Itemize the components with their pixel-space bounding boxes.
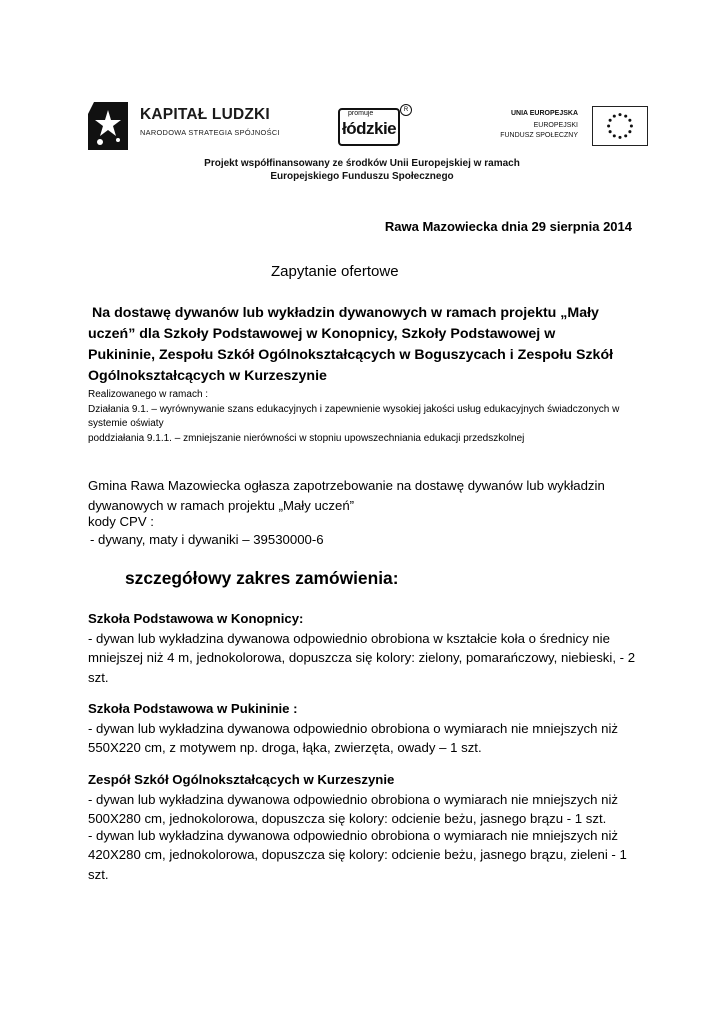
eu-line-1: UNIA EUROPEJSKA <box>510 110 578 117</box>
submeasure-9-1-1: poddziałania 9.1.1. – zmniejszanie nierówności w stopniu upowszechniania edukacji przedszkolnej <box>88 433 525 444</box>
project-funding-line-1: Projekt współfinansowany ze środków Unii Europejskiej w ramach <box>204 158 520 169</box>
subject-heading <box>88 303 648 387</box>
document-date: Rawa Mazowiecka dnia 29 sierpnia 2014 <box>384 219 632 234</box>
eu-flag-icon <box>592 106 648 146</box>
cpv-item: - dywany, maty i dywaniki – 39530000-6 <box>90 532 324 547</box>
header-logos <box>88 100 648 154</box>
section-pukinin-item: - dywan lub wykładzina dywanowa odpowiednio obrobiona o wymiarach nie mniejszych niż 550X220 cm, z motywem np. droga, łąka, zwierzęta, owady – 1 szt. <box>88 721 618 756</box>
promuje-text: promuje <box>348 110 374 117</box>
section-kurzeszyn-heading: Zespół Szkół Ogólnokształcących w Kurzeszynie <box>88 772 395 787</box>
promuje-lodzkie-logo <box>338 104 412 150</box>
section-konopnica-item: - dywan lub wykładzina dywanowa odpowiednio obrobiona w kształcie koła o średnicy nie mniejszej niż 4 m, jednokolorowa, dopuszcza się kolory: zielony, pomarańczowy, niebieski, - 2 szt. <box>88 631 636 685</box>
gmina-announcement: Gmina Rawa Mazowiecka ogłasza zapotrzebowanie na dostawę dywanów lub wykładzin dywanowych w ramach projektu „Mały uczeń” <box>88 478 605 513</box>
document-title: Zapytanie ofertowe <box>271 263 399 280</box>
measure-9-1: Działania 9.1. – wyrównywanie szans edukacyjnych i zapewnienie wysokiej jakości usług edukacyjnych świadczonych w systemie oświaty <box>88 404 620 429</box>
kapital-ludzki-logo <box>88 100 278 152</box>
subject-line-4: Ogólnokształcących w Kurzeszynie <box>88 368 327 384</box>
cpv-label: kody CPV : <box>88 514 154 529</box>
subject-line-3: Pukininie, Zespołu Szkół Ogólnokształcących w Boguszycach i Zespołu Szkół <box>88 347 614 363</box>
eu-line-3: FUNDUSZ SPOŁECZNY <box>500 132 578 139</box>
eu-logo <box>500 106 648 148</box>
eu-line-2: EUROPEJSKI <box>533 122 578 129</box>
kapital-ludzki-star-icon <box>88 100 128 152</box>
subject-line-2: uczeń” dla Szkoły Podstawowej w Konopnicy, Szkoły Podstawowej w <box>88 326 556 342</box>
realized-label: Realizowanego w ramach : <box>88 389 209 400</box>
section-pukinin-heading: Szkoła Podstawowa w Pukininie : <box>88 701 298 716</box>
subject-line-1: Na dostawę dywanów lub wykładzin dywanowych w ramach projektu „Mały <box>92 305 599 321</box>
scope-title: szczegółowy zakres zamówienia: <box>125 568 399 588</box>
registered-mark-icon: R <box>400 104 412 116</box>
section-konopnica-heading: Szkoła Podstawowa w Konopnicy: <box>88 611 304 626</box>
project-funding-line-2: Europejskiego Funduszu Społecznego <box>270 171 454 182</box>
section-kurzeszyn-item-1: - dywan lub wykładzina dywanowa odpowiednio obrobiona o wymiarach nie mniejszych niż 500X280 cm, jednokolorowa, dopuszcza się kolory: odcienie beżu, jasnego brązu - 1 szt. <box>88 792 618 827</box>
kapital-ludzki-title: KAPITAŁ LUDZKI <box>140 106 270 123</box>
kapital-ludzki-subtitle: NARODOWA STRATEGIA SPÓJNOŚCI <box>140 128 280 137</box>
lodzkie-text: łódzkie <box>342 119 397 138</box>
section-kurzeszyn-item-2: - dywan lub wykładzina dywanowa odpowiednio obrobiona o wymiarach nie mniejszych niż 420X280 cm, jednokolorowa, dopuszcza się kolory: odcienie beżu, jasnego brązu, zieleni - 1 szt. <box>88 828 627 882</box>
